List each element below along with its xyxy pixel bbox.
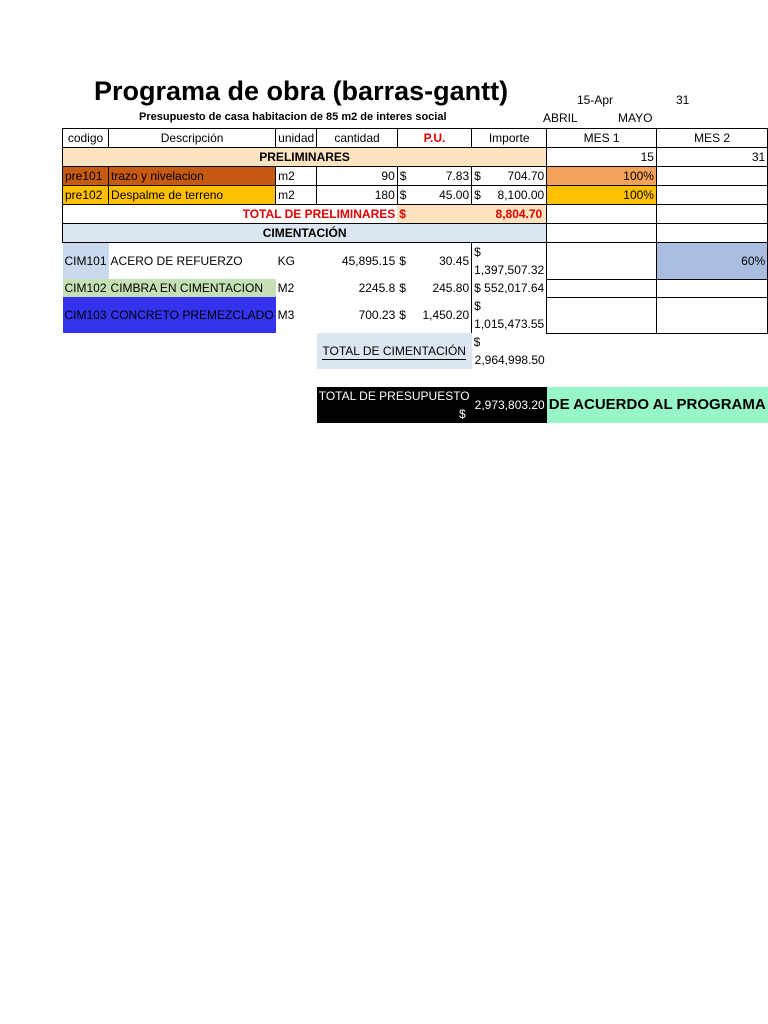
gantt-cell-mes2 — [656, 205, 767, 224]
end-date: 31 — [676, 93, 690, 107]
mes1-day: 15 — [547, 148, 657, 167]
row-unidad: m2 — [276, 167, 317, 186]
gantt-bar-mes1: 100% — [547, 167, 657, 186]
currency-symbol: $ — [399, 188, 407, 202]
row-cantidad: 700.23 — [358, 308, 396, 322]
table-row — [63, 167, 768, 186]
row-codigo: CIM103 — [63, 297, 109, 333]
header-descripcion: Descripción — [109, 129, 276, 148]
total-value-preliminares: $ 8,804.70 — [397, 205, 546, 224]
currency-symbol: $ — [458, 407, 466, 421]
currency-symbol: $ — [474, 281, 481, 295]
currency-symbol: $ — [473, 335, 481, 349]
row-cantidad: 45,895.15 — [341, 254, 396, 268]
row-descripcion: ACERO DE REFUERZO — [110, 254, 243, 268]
row-unidad: KG — [277, 254, 296, 268]
row-codigo: pre101 — [63, 167, 109, 186]
table-row — [63, 243, 768, 280]
row-unidad: m2 — [276, 186, 317, 205]
gantt-bar-mes1: 100% — [547, 186, 657, 205]
currency-symbol: $ — [474, 299, 481, 313]
row-pu: $ 45.00 — [397, 186, 471, 205]
header-unidad: unidad — [276, 129, 317, 148]
currency-symbol: $ — [399, 308, 406, 322]
gantt-cell-mes2 — [656, 297, 767, 333]
row-pu: $ 7.83 — [397, 167, 471, 186]
total-label-preliminares: TOTAL DE PRELIMINARES — [63, 205, 398, 224]
page-title: Programa de obra (barras-gantt) — [94, 76, 509, 106]
row-pu: $ 30.45 — [399, 254, 470, 268]
header-mes2: MES 2 — [656, 129, 767, 148]
table-row — [63, 186, 768, 205]
gantt-cell-mes2 — [656, 279, 767, 297]
section-title-cimentacion: CIMENTACIÓN — [63, 224, 547, 243]
mes2-day: 31 — [656, 148, 767, 167]
row-pu: $ 1,450.20 — [399, 308, 470, 322]
row-importe: $ 704.70 — [472, 167, 547, 186]
total-value-presupuesto: 2,973,803.20 — [472, 387, 547, 423]
gantt-cell-mes1 — [547, 205, 657, 224]
table-row — [63, 297, 768, 333]
header-mes1: MES 1 — [547, 129, 657, 148]
currency-symbol: $ — [399, 169, 407, 183]
month-2-name: MAYO — [618, 111, 653, 125]
row-cantidad: 90 — [317, 167, 398, 186]
currency-symbol: $ — [399, 281, 406, 295]
start-date: 15-Apr — [577, 93, 614, 107]
row-importe: $ 8,100.00 — [472, 186, 547, 205]
header-pu: P.U. — [397, 129, 471, 148]
header-cantidad: cantidad — [317, 129, 398, 148]
row-importe: $ 1,397,507.32 — [472, 243, 547, 280]
header-importe: Importe — [472, 129, 547, 148]
row-codigo: CIM102 — [64, 281, 107, 295]
total-label-presupuesto: TOTAL DE PRESUPUESTO $ — [318, 389, 470, 421]
section-preliminares — [63, 148, 768, 167]
gantt-bar-mes2: 60% — [656, 243, 767, 280]
gantt-cell-mes2 — [656, 167, 767, 186]
row-unidad: M2 — [277, 281, 295, 295]
gantt-cell-mes1 — [547, 279, 657, 297]
currency-symbol: $ — [474, 188, 481, 202]
currency-symbol: $ — [399, 254, 406, 268]
row-importe: $ 552,017.64 — [472, 279, 547, 297]
currency-symbol: $ — [399, 207, 406, 221]
row-descripcion: Despalme de terreno — [109, 186, 276, 205]
row-pu: $ 245.80 — [399, 281, 470, 295]
row-descripcion: trazo y nivelacion — [109, 167, 276, 186]
row-codigo: CIM101 — [63, 243, 109, 280]
row-codigo: pre102 — [63, 186, 109, 205]
section-cimentacion — [63, 224, 768, 243]
row-cantidad: 2245.8 — [358, 281, 396, 295]
currency-symbol: $ — [474, 245, 481, 259]
row-descripcion: CONCRETO PREMEZCLADO — [109, 297, 276, 333]
row-importe: $ 1,015,473.55 — [472, 297, 547, 333]
gantt-cell-mes2 — [656, 224, 767, 243]
schedule-note: DE ACUERDO AL PROGRAMA — [547, 387, 768, 423]
gantt-cell-mes1 — [547, 297, 657, 333]
budget-table — [62, 128, 768, 423]
total-value-cimentacion: $ 2,964,998.50 — [473, 335, 545, 367]
gantt-cell-mes1 — [547, 224, 657, 243]
row-cantidad: 180 — [317, 186, 398, 205]
section-title-preliminares: PRELIMINARES — [63, 148, 547, 167]
month-1-name: ABRIL — [543, 111, 578, 125]
gantt-cell-mes1 — [547, 243, 657, 280]
total-row-preliminares — [63, 205, 768, 224]
row-descripcion: CIMBRA EN CIMENTACION — [109, 279, 276, 297]
gantt-cell-mes2 — [656, 186, 767, 205]
total-row-cimentacion — [63, 333, 768, 369]
row-unidad: M3 — [277, 308, 295, 322]
table-row — [63, 279, 768, 297]
header-row — [63, 129, 768, 148]
header-codigo: codigo — [63, 129, 109, 148]
currency-symbol: $ — [474, 169, 481, 183]
page-subtitle: Presupuesto de casa habitacion de 85 m2 de interes social — [139, 111, 447, 123]
total-label-cimentacion: TOTAL DE CIMENTACIÓN — [317, 333, 472, 369]
total-row-presupuesto — [63, 387, 768, 423]
